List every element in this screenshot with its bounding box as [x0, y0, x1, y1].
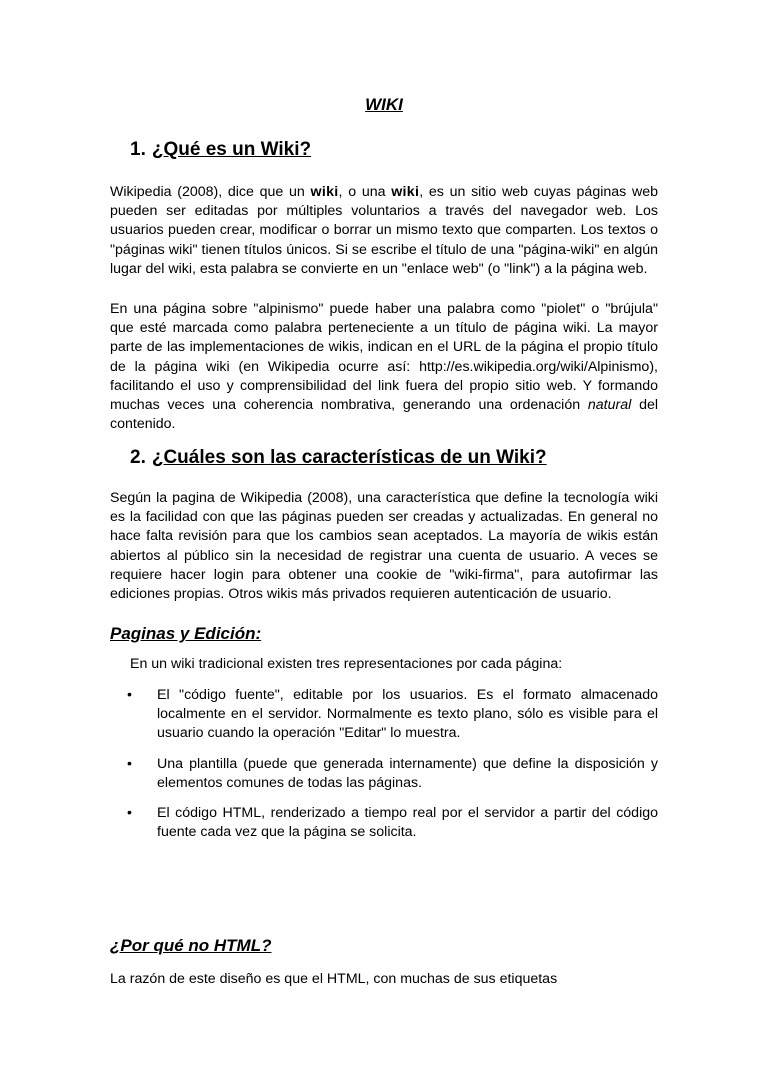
paginas-intro: En un wiki tradicional existen tres representaciones por cada página:: [130, 656, 563, 672]
section-1-title: ¿Qué es un Wiki?: [151, 139, 312, 160]
bold-wiki-1: wiki: [310, 184, 339, 200]
italic-natural: natural: [587, 397, 632, 414]
section-2-paragraph-1: Según la pagina de Wikipedia (2008), una característica que define la tecnología wiki es la facilidad con que las páginas pueden ser creadas y actualizadas. En general no hace falta revisión para que los cambios sean aceptados. La mayoría de wikis están abiertos al público sin la necesidad de registrar una cuenta de usuario. A veces se requiere hacer login para obtener una cookie de "wiki-firma", para autofirmar las ediciones propias. Otros wikis más privados requieren autenticación de usuario.: [110, 490, 658, 603]
section-1-number: 1.: [130, 139, 146, 160]
porque-heading: ¿Por qué no HTML?: [110, 936, 272, 955]
section-2-heading: [130, 447, 547, 469]
bold-wiki-2: wiki: [391, 184, 420, 200]
section-1-paragraph-2: En una página sobre "alpinismo" puede haber una palabra como "piolet" o "brújula" que esté marcada como palabra perteneciente a un título de página wiki. La mayor parte de las implementaciones de wikis, indican en el URL de la página el propio título de la página wiki (en Wikipedia ocurre así: http://es.wikipedia.org/wiki/Alpinismo), facilitando el uso y comprensibilidad del link fuera del propio sitio web. Y formando muchas veces una coherencia nombrativa, generando una ordenación natural del contenido.: [110, 301, 659, 433]
list-item: • Una plantilla (puede que generada internamente) que define la disposición y elementos comunes de todas las páginas.: [127, 755, 658, 791]
bullet-icon: •: [127, 805, 132, 822]
section-2-title: ¿Cuáles son las características de un Wiki?: [151, 447, 547, 468]
representations-list: [110, 686, 658, 853]
bullet-icon: •: [127, 755, 132, 772]
paginas-heading: Paginas y Edición:: [110, 624, 262, 643]
list-item: • El código HTML, renderizado a tiempo real por el servidor a partir del código fuente cada vez que la página se solicita.: [127, 805, 658, 841]
list-item: • El "código fuente", editable por los usuarios. Es el formato almacenado localmente en el servidor. Normalmente es texto plano, sólo es visible para el usuario cuando la operación "Editar" lo muestra.: [127, 687, 658, 742]
bullet-icon: •: [127, 687, 132, 703]
document-title: WIKI: [365, 95, 403, 114]
section-1-paragraph-1: Wikipedia (2008), dice que un wiki, o una wiki, es un sitio web cuyas páginas web pueden ser editadas por múltiples voluntarios a través del navegador web. Los usuarios pueden crear, modificar o borrar un mismo texto que comparten. Los textos o "páginas wiki" tienen títulos únicos. Si se escribe el título de una "página-wiki" en algún lugar del wiki, esta palabra se convierte en un "enlace web" (o "link") a la página web.: [110, 184, 658, 277]
section-1-heading: [130, 139, 311, 161]
porque-paragraph-1: La razón de este diseño es que el HTML, con muchas de sus etiquetas: [110, 971, 558, 987]
section-2-number: 2.: [130, 447, 146, 468]
